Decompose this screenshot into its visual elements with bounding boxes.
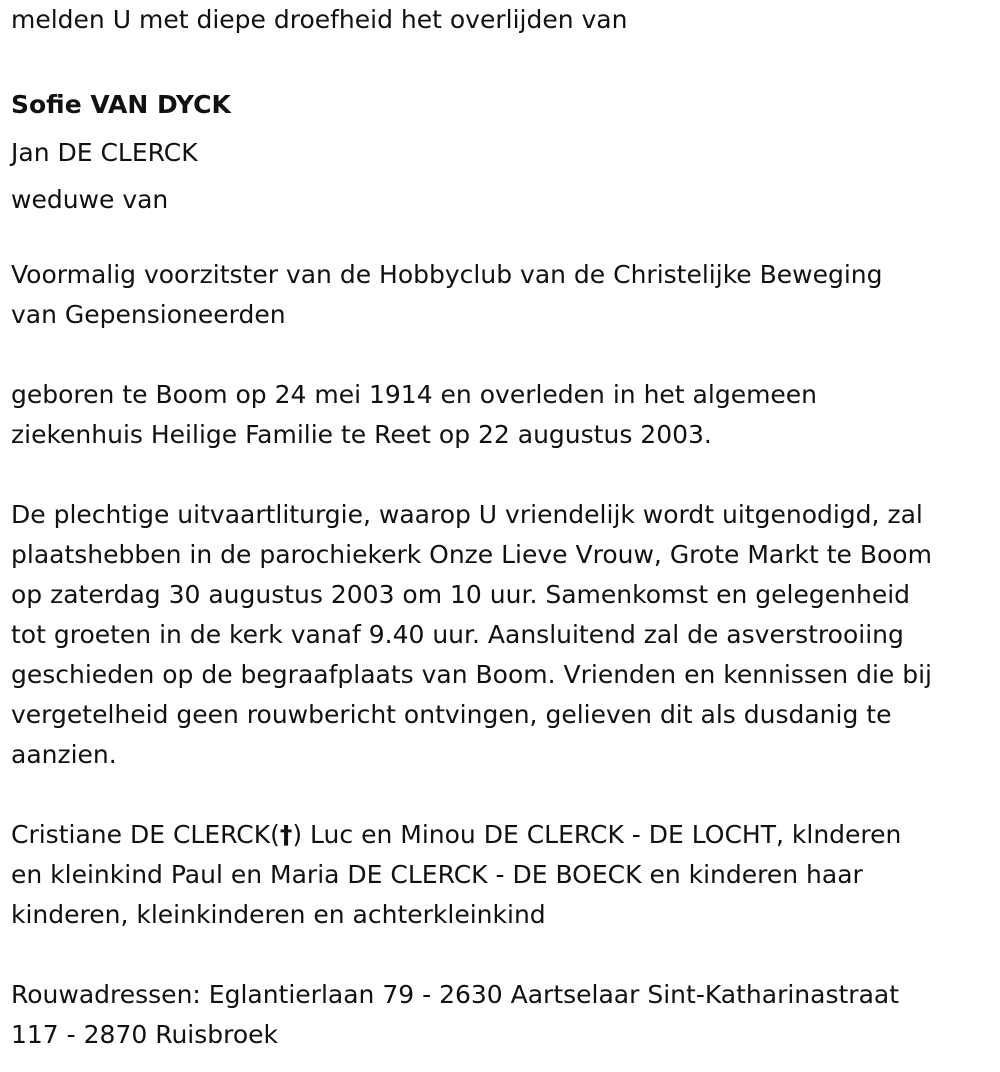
- family-text: Cristiane DE CLERCK(: [11, 820, 280, 849]
- birth-death-line: ziekenhuis Heilige Familie te Reet op 22 augustus 2003.: [11, 420, 712, 449]
- relation-text: weduwe van: [11, 185, 169, 214]
- funeral-line: tot groeten in de kerk vanaf 9.40 uur. Aansluitend zal de asverstrooiing: [11, 620, 904, 649]
- funeral-line: op zaterdag 30 augustus 2003 om 10 uur. Samenkomst en gelegenheid: [11, 580, 911, 609]
- spacer: [11, 775, 996, 815]
- address-line: 117 - 2870 Ruisbroek: [11, 1020, 279, 1049]
- spacer: [11, 935, 996, 975]
- spacer: [11, 455, 996, 495]
- family-line: kinderen, kleinkinderen en achterkleinkind: [11, 900, 546, 929]
- funeral-paragraph: [11, 495, 996, 775]
- intro-text: melden U met diepe droefheid het overlijden van: [11, 5, 628, 34]
- deceased-name: Sofie VAN DYCK: [11, 90, 231, 119]
- family-line: [11, 815, 996, 855]
- funeral-line: vergetelheid geen rouwbericht ontvingen, gelieven dit als dusdanig te: [11, 700, 892, 729]
- cross-icon: †: [279, 820, 293, 849]
- spacer: [11, 225, 996, 255]
- funeral-line: De plechtige uitvaartliturgie, waarop U vriendelijk wordt uitgenodigd, zal: [11, 500, 923, 529]
- birth-death-line: geboren te Boom op 24 mei 1914 en overleden in het algemeen: [11, 380, 818, 409]
- role-line: Voormalig voorzitster van de Hobbyclub van de Christelijke Beweging: [11, 260, 883, 289]
- spouse-name: Jan DE CLERCK: [11, 138, 198, 167]
- family-paragraph: [11, 815, 996, 935]
- family-line: en kleinkind Paul en Maria DE CLERCK - DE BOECK en kinderen haar: [11, 860, 863, 889]
- funeral-line: plaatshebben in de parochiekerk Onze Lieve Vrouw, Grote Markt te Boom: [11, 540, 932, 569]
- role-paragraph: [11, 255, 996, 335]
- spacer: [11, 335, 996, 375]
- obituary-document: [11, 0, 996, 1055]
- spacer: [11, 40, 996, 80]
- family-text: ) Luc en Minou DE CLERCK - DE LOCHT, klnderen: [292, 820, 902, 849]
- role-line: van Gepensioneerden: [11, 300, 286, 329]
- funeral-line: geschieden op de begraafplaats van Boom. Vrienden en kennissen die bij: [11, 660, 932, 689]
- addresses-paragraph: [11, 975, 996, 1055]
- birth-death-paragraph: [11, 375, 996, 455]
- address-line: Rouwadressen: Eglantierlaan 79 - 2630 Aartselaar Sint-Katharinastraat: [11, 980, 900, 1009]
- funeral-line: aanzien.: [11, 740, 117, 769]
